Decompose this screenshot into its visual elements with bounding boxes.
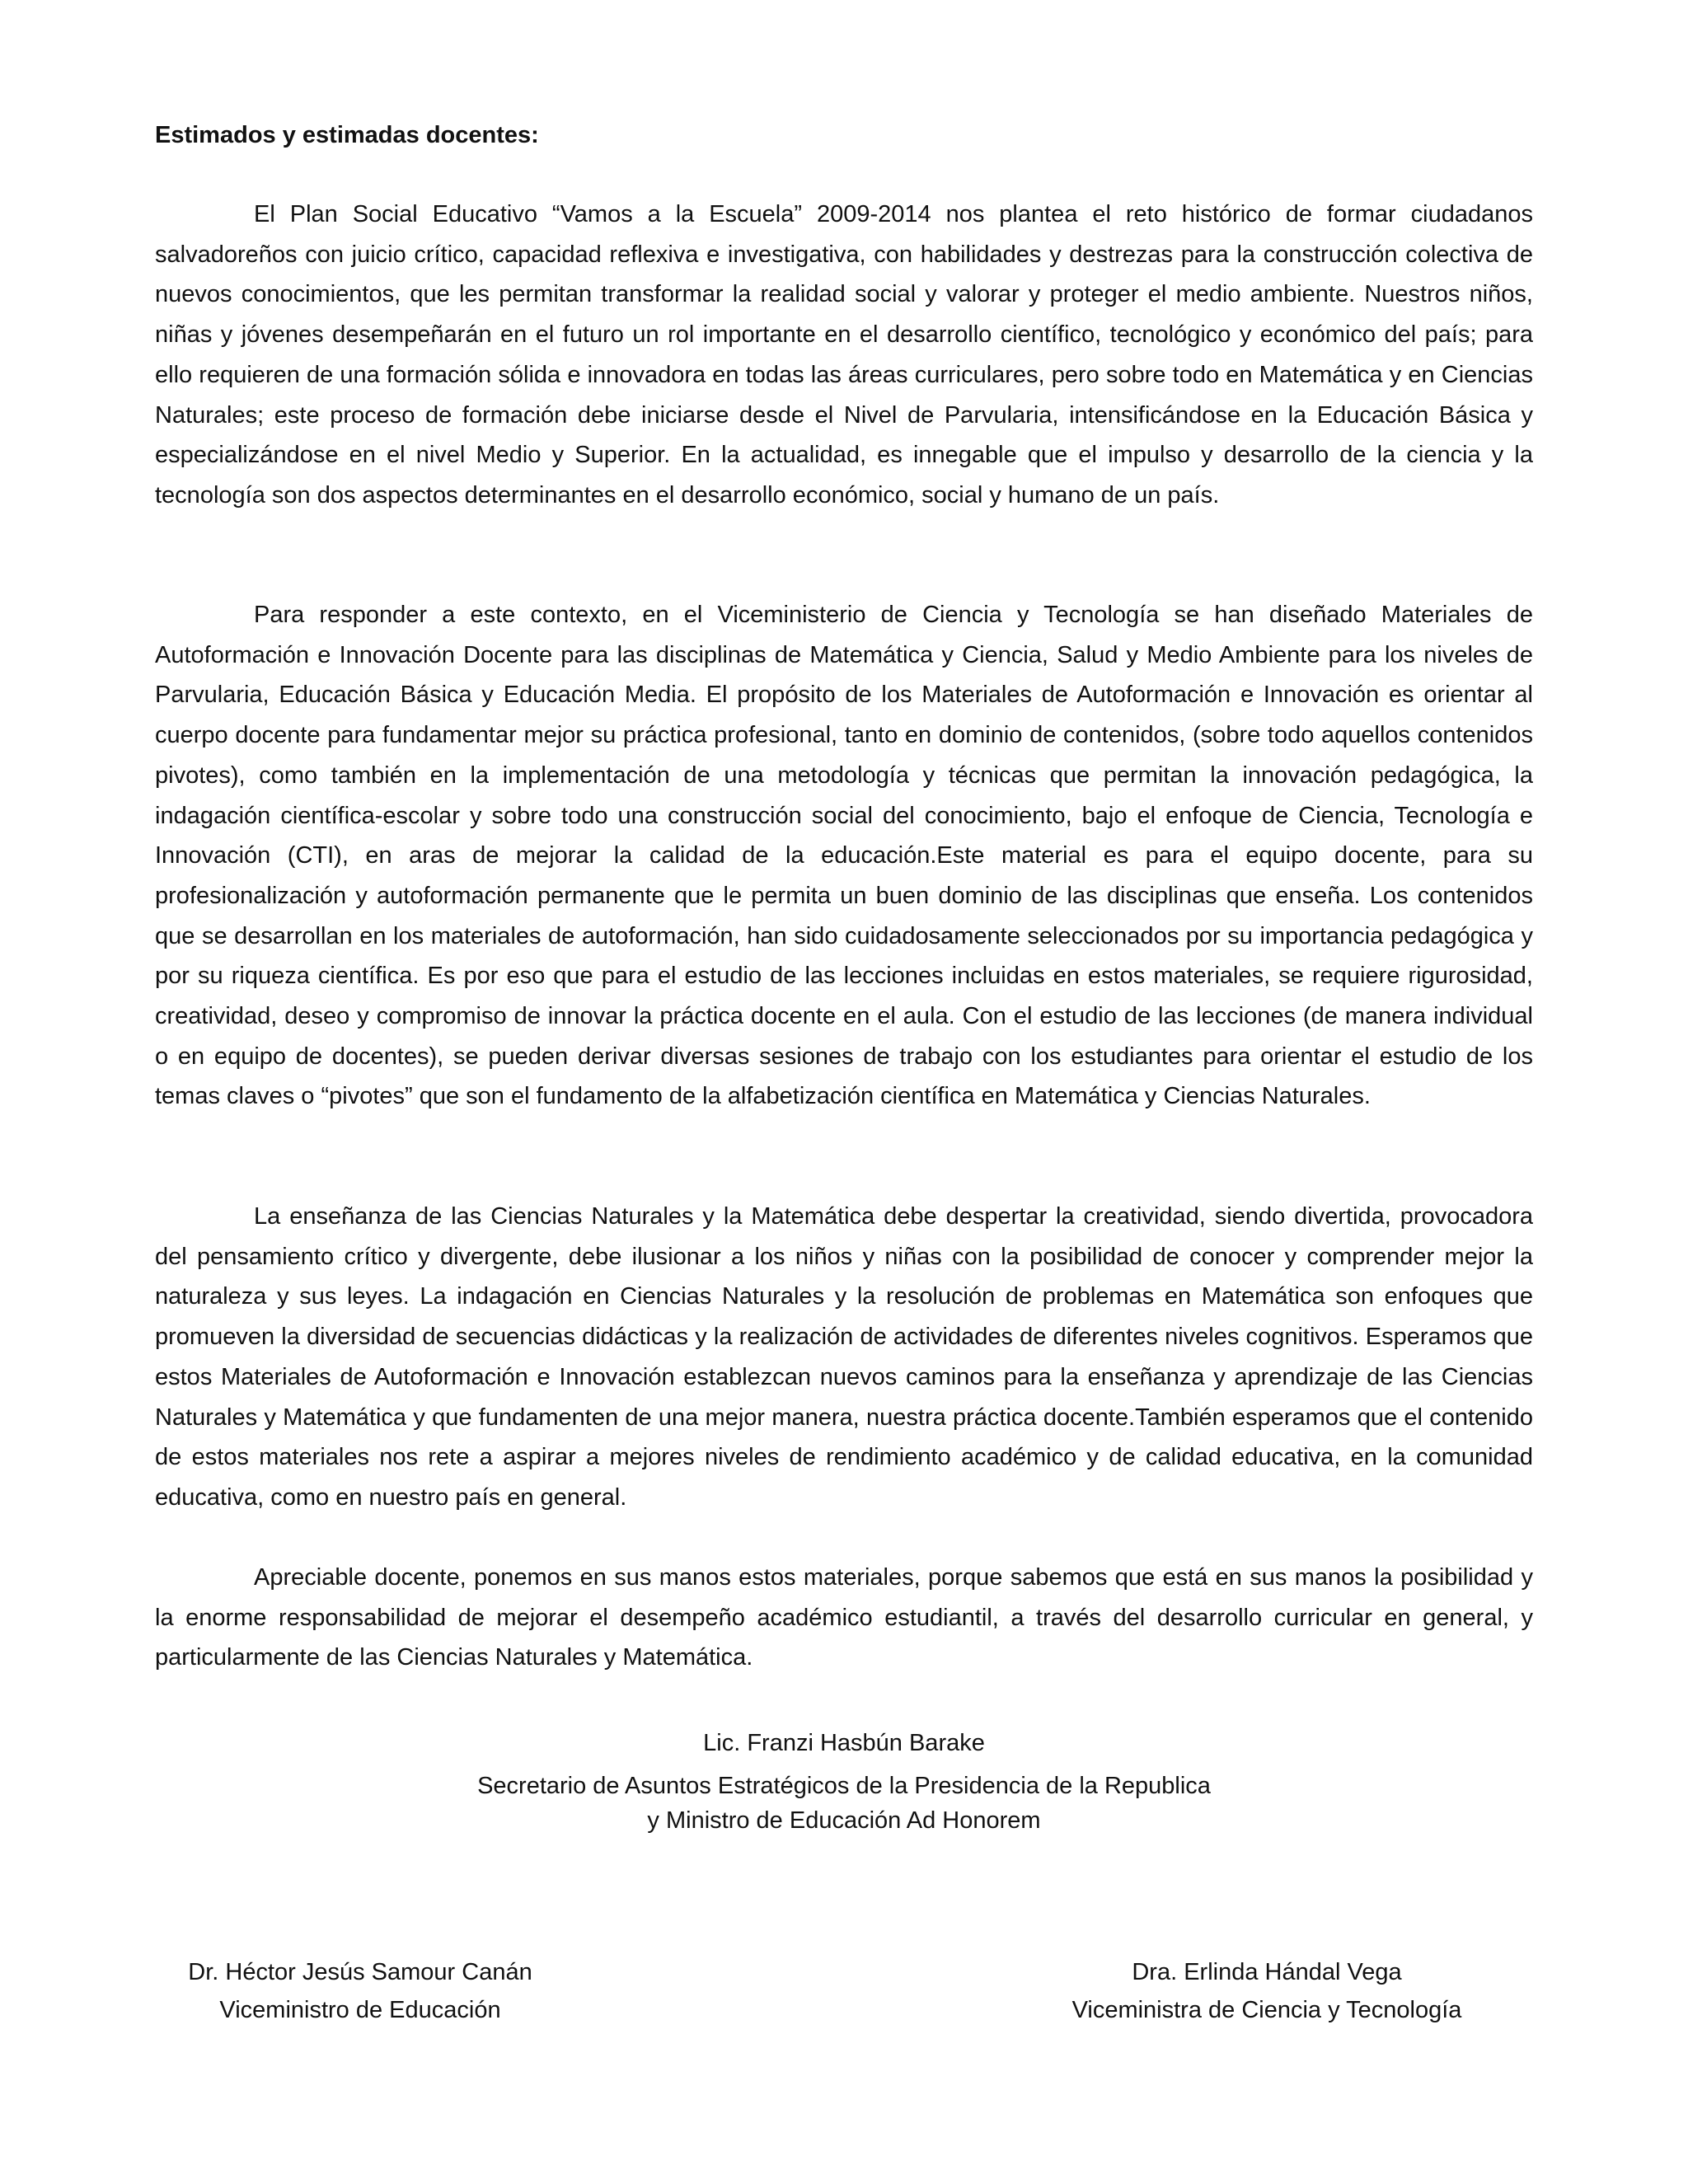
left-signature-block: [96, 1953, 624, 2029]
letter-greeting: Estimados y estimadas docentes:: [155, 122, 539, 148]
left-signatory-title: Viceministro de Educación: [219, 1997, 501, 2023]
letter-paragraph-4: Apreciable docente, ponemos en sus manos estos materiales, porque sabemos que está en sus manos la posibilidad y la enorme responsabilidad de mejorar el desempeño académico estudiantil, a través del desarrollo curricular en general, y particularmente de las Ciencias Naturales y Matemática.: [155, 1564, 1533, 1671]
letter-paragraph-2: Para responder a este contexto, en el Viceministerio de Ciencia y Tecnología se han diseñado Materiales de Autoformación e Innovación Docente para las disciplinas de Matemática y Ciencia, Salud y Medio Ambiente para los niveles de Parvularia, Educación Básica y Educación Media. El propósito de los Materiales de Autoformación e Innovación es orientar al cuerpo docente para fundamentar mejor su práctica profesional, tanto en dominio de contenidos, (sobre todo aquellos contenidos pivotes), como también en la implementación de una metodología y técnicas que permitan la innovación pedagógica, la indagación científica-escolar y sobre todo una construcción social del conocimiento, bajo el enfoque de Ciencia, Tecnología e Innovación (CTI), en aras de mejorar la calidad de la educación.Este material es para el equipo docente, para su profesionalización y autoformación permanente que le permita un buen dominio de las disciplinas que enseña. Los contenidos que se desarrollan en los materiales de autoformación, han sido cuidadosamente seleccionados por su importancia pedagógica y por su riqueza científica. Es por eso que para el estudio de las lecciones incluidas en estos materiales, se requiere rigurosidad, creatividad, deseo y compromiso de innovar la práctica docente en el aula. Con el estudio de las lecciones (de manera individual o en equipo de docentes), se pueden derivar diversas sesiones de trabajo con los estudiantes para orientar el estudio de los temas claves o “pivotes” que son el fundamento de la alfabetización científica en Matemática y Ciencias Naturales.: [155, 602, 1533, 1110]
main-signatory-title-line2: y Ministro de Educación Ad Honorem: [647, 1807, 1041, 1834]
right-signature-block: [1003, 1953, 1531, 2029]
main-signatory-title-line1: Secretario de Asuntos Estratégicos de la Presidencia de la Republica: [477, 1773, 1211, 1799]
right-signatory-title: Viceministra de Ciencia y Tecnología: [1071, 1997, 1462, 2023]
left-signatory-name: Dr. Héctor Jesús Samour Canán: [188, 1959, 532, 1985]
right-signatory-name: Dra. Erlinda Hándal Vega: [1132, 1959, 1402, 1985]
letter-paragraph-3: La enseñanza de las Ciencias Naturales y la Matemática debe despertar la creatividad, siendo divertida, provocadora del pensamiento crítico y divergente, debe ilusionar a los niños y niñas con la posibilidad de conocer y comprender mejor la naturaleza y sus leyes. La indagación en Ciencias Naturales y la resolución de problemas en Matemática son enfoques que promueven la diversidad de secuencias didácticas y la realización de actividades de diferentes niveles cognitivos. Esperamos que estos Materiales de Autoformación e Innovación establezcan nuevos caminos para la enseñanza y aprendizaje de las Ciencias Naturales y Matemática y que fundamenten de una mejor manera, nuestra práctica docente.También esperamos que el contenido de estos materiales nos rete a aspirar a mejores niveles de rendimiento académico y de calidad educativa, en la comunidad educativa, como en nuestro país en general.: [155, 1203, 1533, 1511]
letter-paragraph-1: El Plan Social Educativo “Vamos a la Escuela” 2009-2014 nos plantea el reto histórico de formar ciudadanos salvadoreños con juicio crítico, capacidad reflexiva e investigativa, con habilidades y destrezas para la construcción colectiva de nuevos conocimientos, que les permitan transformar la realidad social y valorar y proteger el medio ambiente. Nuestros niños, niñas y jóvenes desempeñarán en el futuro un rol importante en el desarrollo científico, tecnológico y económico del país; para ello requieren de una formación sólida e innovadora en todas las áreas curriculares, pero sobre todo en Matemática y en Ciencias Naturales; este proceso de formación debe iniciarse desde el Nivel de Parvularia, intensificándose en la Educación Básica y especializándose en el nivel Medio y Superior. En la actualidad, es innegable que el impulso y desarrollo de la ciencia y la tecnología son dos aspectos determinantes en el desarrollo económico, social y humano de un país.: [155, 201, 1533, 509]
main-signatory-name: Lic. Franzi Hasbún Barake: [703, 1730, 985, 1756]
